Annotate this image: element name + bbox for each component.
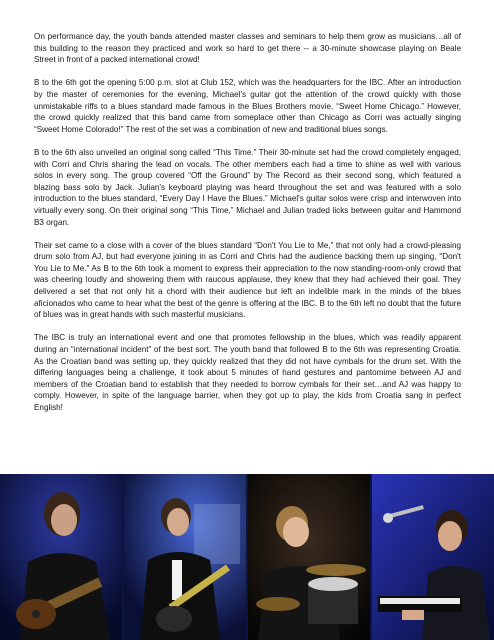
paragraph-set-close: Their set came to a close with a cover of the blues standard “Don't You Lie to Me,” that not only had a crowd-pleasing drum solo from AJ, but had everyone joining in as Corri and Chris had the audience backing them up singing, "Don't You Lie to Me." As B to the 6th took a moment to express their appreciation to the now standing-room-only crowd that was cheering loudly and showering them with raucous applause, they knew that they had achieved their goal. They delivered a set that not only hit a chord with their audience but left an indelible mark in the minds of the blues aficionados who came to hear what the best of the genre is offering at the IBC. B to the 6th left no doubt that the future of blues was in great hands with such masterful musicians. [34, 240, 461, 320]
photo-keyboardist [372, 474, 494, 640]
keyboardist-image [372, 474, 494, 640]
photo-guitarist [0, 474, 122, 640]
bassist-image [124, 474, 246, 640]
guitarist-image [0, 474, 122, 640]
paragraph-opening-slot: B to the 6th got the opening 5:00 p.m. slot at Club 152, which was the headquarters for the IBC. After an introduction by the master of ceremonies for the evening, Michael's guitar got the attention of the crowd quickly with those unmistakable riffs to a blues standard made famous in the Blues Brothers movie, “Sweet Home Chicago.” However, the crowd quickly realized that this band came from someplace other than Chicago as Corri was actually singing “Sweet Home Colorado!” The rest of the set was a combination of new and traditional blues songs. [34, 78, 461, 134]
photo-drummer [248, 474, 370, 640]
paragraph-original-song: B to the 6th also unveiled an original song called “This Time.” Their 30-minute set had the crowd completely engaged, with Corri and Chris sharing the lead on vocals. The other members each had a time to shine as well with various solos in every song. The group covered “Off the Ground” by The Record as their second song, which featured a blazing bass solo by Jack. Julian's keyboard playing was heard throughout the set and was featured with a solo introduction to the blues standard, “Every Day I Have the Blues.” Michael's guitar solos were crisp and interwoven into virtually every song. On their original song “This Time,” Michael and Julian traded licks between guitar and Hammond B3 organ. [34, 147, 461, 227]
paragraph-performance-day: On performance day, the youth bands attended master classes and seminars to help them grow as musicians…all of this building to the reason they practiced and work so hard to get there -- a 30-minute showcase playing on Beale Street in front of a packed international crowd! [34, 32, 461, 65]
photo-bassist [124, 474, 246, 640]
paragraph-international-incident: The IBC is truly an international event and one that promotes fellowship in the blues, which was readily apparent during an “international incident” of the best sort. The youth band that followed B to the 6th was representing Croatia. As the Croatian band was setting up, they quickly realized that they did not have cymbals for the drum set. With the differing languages being a challenge, it took about 5 minutes of hand gestures and pantomime between AJ and members of the Croatian band to establish that they needed to borrow cymbals for their set…and AJ was happy to comply. However, in spite of the language barrier, when they got up to play, the kids from Croatia sang in perfect English! [34, 333, 461, 412]
article-body [34, 31, 461, 425]
drummer-image [248, 474, 370, 640]
photo-strip [0, 474, 494, 640]
